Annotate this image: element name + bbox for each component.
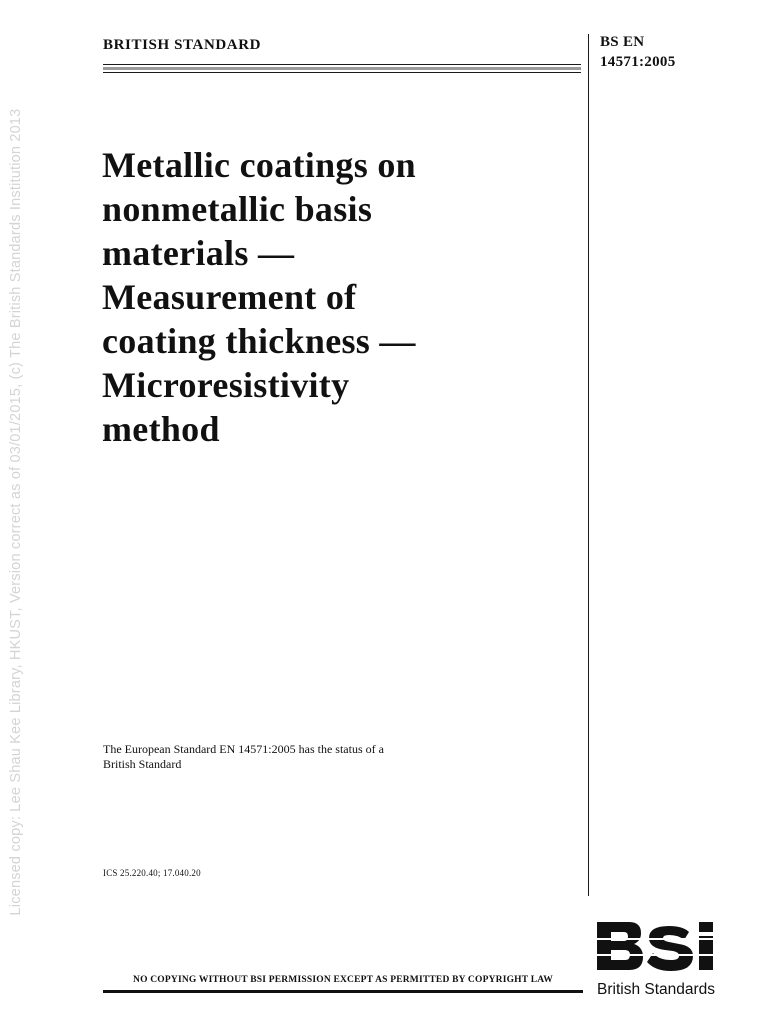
title-line: materials — <box>102 233 295 273</box>
standard-number-line-1: BS EN <box>600 34 645 50</box>
header-rule-middle <box>103 67 581 70</box>
standard-number <box>600 32 676 72</box>
bsi-logo-icon <box>595 918 735 980</box>
status-note-line-2: British Standard <box>103 757 182 771</box>
document-title <box>102 143 572 451</box>
title-line: Measurement of <box>102 277 357 317</box>
status-note-line-1: The European Standard EN 14571:2005 has the status of a <box>103 742 384 756</box>
title-line: nonmetallic basis <box>102 189 373 229</box>
status-note <box>103 742 503 772</box>
column-divider <box>588 34 589 896</box>
title-line: method <box>102 409 220 449</box>
document-type-label: BRITISH STANDARD <box>103 37 262 53</box>
ics-code: ICS 25.220.40; 17.040.20 <box>103 868 201 878</box>
title-line: Microresistivity <box>102 365 350 405</box>
header-rule-top <box>103 64 581 65</box>
copyright-notice: NO COPYING WITHOUT BSI PERMISSION EXCEPT AS PERMITTED BY COPYRIGHT LAW <box>133 975 553 985</box>
license-watermark: Licensed copy: Lee Shau Kee Library, HKUST, Version correct as of 03/01/2015, (c) The British Standards Institution 2013 <box>8 108 24 916</box>
title-line: Metallic coatings on <box>102 145 416 185</box>
header-rule-bottom <box>103 72 581 73</box>
title-line: coating thickness — <box>102 321 416 361</box>
bsi-logo-caption: British Standards <box>597 981 716 998</box>
footer-rule <box>103 990 583 993</box>
standard-number-line-2: 14571:2005 <box>600 54 676 70</box>
